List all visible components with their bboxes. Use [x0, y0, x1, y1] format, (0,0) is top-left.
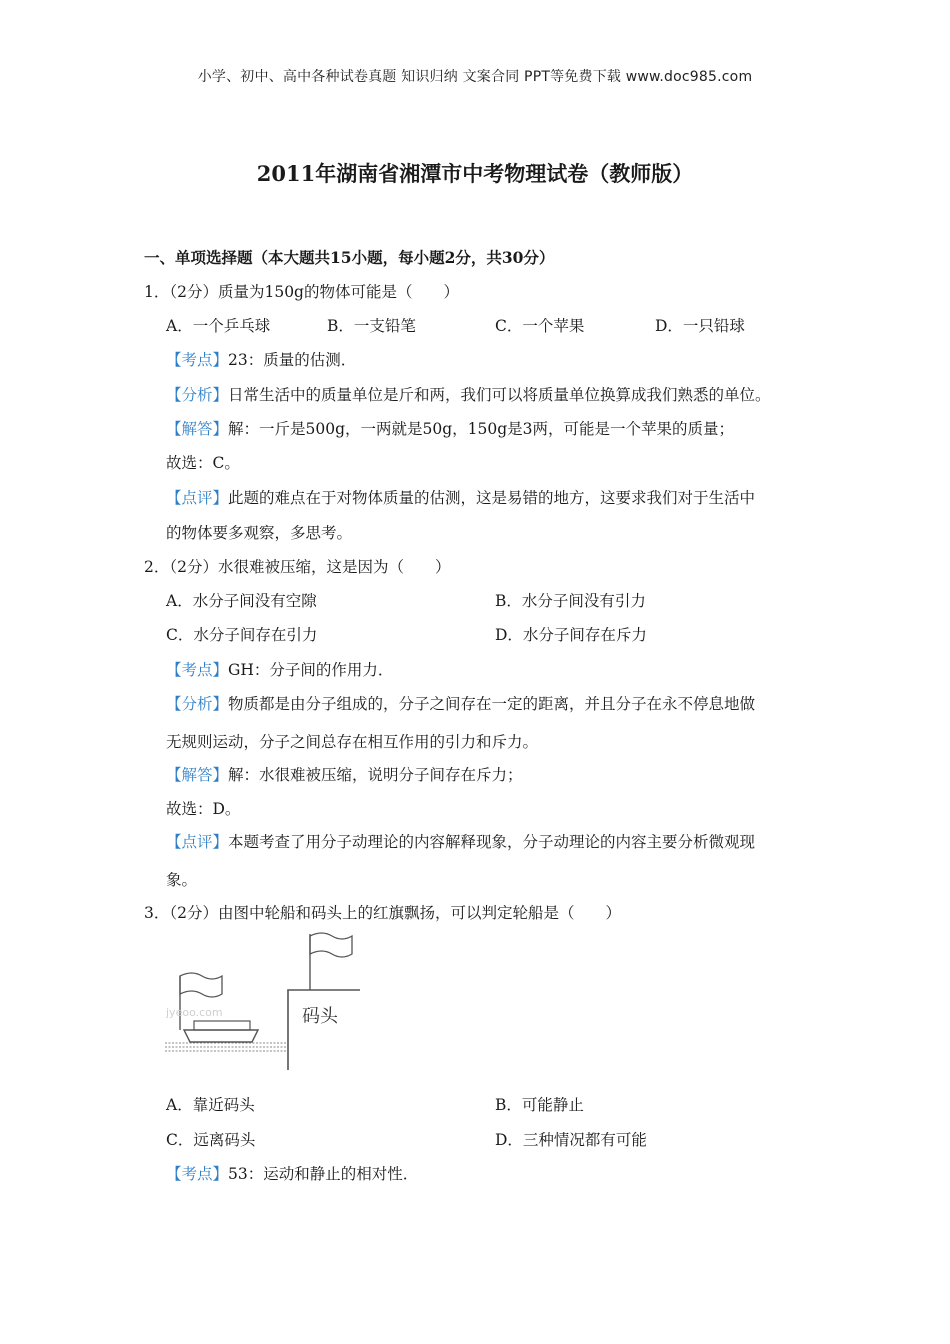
q2-option-d: D．水分子间存在斥力 — [495, 626, 647, 644]
q1-fenxi — [166, 383, 771, 405]
dianping-tag: 【点评】 — [166, 833, 229, 851]
q2-fenxi-text: 物质都是由分子组成的，分子之间存在一定的距离，并且分子在永不停息地做 — [228, 695, 756, 713]
fenxi-tag: 【分析】 — [166, 386, 229, 404]
ship-dock-figure — [160, 930, 360, 1075]
watermark-text: jyeoo.com — [166, 1006, 223, 1019]
q3-option-c: C．远离码头 — [166, 1131, 256, 1149]
q3-kaodian-text: 53：运动和静止的相对性． — [228, 1165, 419, 1183]
fenxi-tag: 【分析】 — [166, 695, 229, 713]
q1-answer: 故选：C。 — [166, 454, 240, 472]
q2-fenxi-cont: 无规则运动，分子之间总存在相互作用的引力和斥力。 — [166, 733, 539, 751]
water-lines — [165, 1043, 288, 1051]
kaodian-tag: 【考点】 — [166, 1165, 229, 1183]
q1-option-a: A．一个乒乓球 — [166, 317, 271, 335]
dock-flag — [310, 933, 352, 957]
q3-option-b: B．可能静止 — [495, 1096, 584, 1114]
dianping-tag: 【点评】 — [166, 489, 229, 507]
q1-dianping-text: 此题的难点在于对物体质量的估测，这是易错的地方，这要求我们对于生活中 — [228, 489, 756, 507]
page-title: 2011年湖南省湘潭市中考物理试卷（教师版） — [256, 161, 694, 186]
q3-option-a: A．靠近码头 — [166, 1096, 255, 1114]
q2-dianping-text: 本题考查了用分子动理论的内容解释现象，分子动理论的内容主要分析微观现 — [228, 833, 756, 851]
q2-dianping — [166, 830, 755, 852]
kaodian-tag: 【考点】 — [166, 351, 229, 369]
q2-answer: 故选：D。 — [166, 800, 241, 818]
q1-option-c: C．一个苹果 — [495, 317, 585, 335]
q2-option-c: C．水分子间存在引力 — [166, 626, 318, 644]
jieda-tag: 【解答】 — [166, 420, 229, 438]
q1-fenxi-text: 日常生活中的质量单位是斤和两，我们可以将质量单位换算成我们熟悉的单位。 — [228, 386, 771, 404]
section-heading: 一、单项选择题（本大题共15小题，每小题2分，共30分） — [144, 248, 555, 267]
q3-option-d: D．三种情况都有可能 — [495, 1131, 647, 1149]
q2-jieda-text: 解：水很难被压缩，说明分子间存在斥力； — [228, 766, 523, 784]
q1-jieda-text: 解：一斤是500g，一两就是50g，150g是3两，可能是一个苹果的质量； — [228, 420, 735, 438]
q2-stem: 2．（2分）水很难被压缩，这是因为（ ） — [144, 558, 451, 576]
boat-cabin — [194, 1021, 250, 1030]
dock-outline — [288, 990, 360, 1070]
q1-kaodian-text: 23：质量的估测． — [228, 351, 357, 369]
q2-option-b: B．水分子间没有引力 — [495, 592, 646, 610]
q2-kaodian — [166, 658, 393, 680]
q1-dianping — [166, 486, 755, 508]
q2-jieda — [166, 763, 523, 785]
q1-dianping-cont: 的物体要多观察，多思考。 — [166, 524, 353, 542]
page-header: 小学、初中、高中各种试卷真题 知识归纳 文案合同 PPT等免费下载 www.doc985.com — [197, 69, 753, 85]
q1-option-b: B．一支铅笔 — [327, 317, 416, 335]
q2-kaodian-text: GH：分子间的作用力． — [228, 661, 394, 679]
boat-flag — [180, 973, 222, 997]
kaodian-tag: 【考点】 — [166, 661, 229, 679]
boat-hull — [184, 1030, 258, 1042]
q2-dianping-cont: 象。 — [166, 871, 198, 889]
q1-stem: 1．（2分）质量为150g的物体可能是（ ） — [144, 283, 459, 301]
dock-label: 码头 — [302, 1006, 338, 1027]
q2-fenxi — [166, 692, 755, 714]
q3-kaodian — [166, 1162, 418, 1184]
q1-jieda — [166, 417, 734, 439]
q1-option-d: D．一只铅球 — [655, 317, 745, 335]
q3-stem: 3．（2分）由图中轮船和码头上的红旗飘扬，可以判定轮船是（ ） — [144, 904, 621, 922]
q1-kaodian — [166, 348, 356, 370]
jieda-tag: 【解答】 — [166, 766, 229, 784]
q2-option-a: A．水分子间没有空隙 — [166, 592, 317, 610]
